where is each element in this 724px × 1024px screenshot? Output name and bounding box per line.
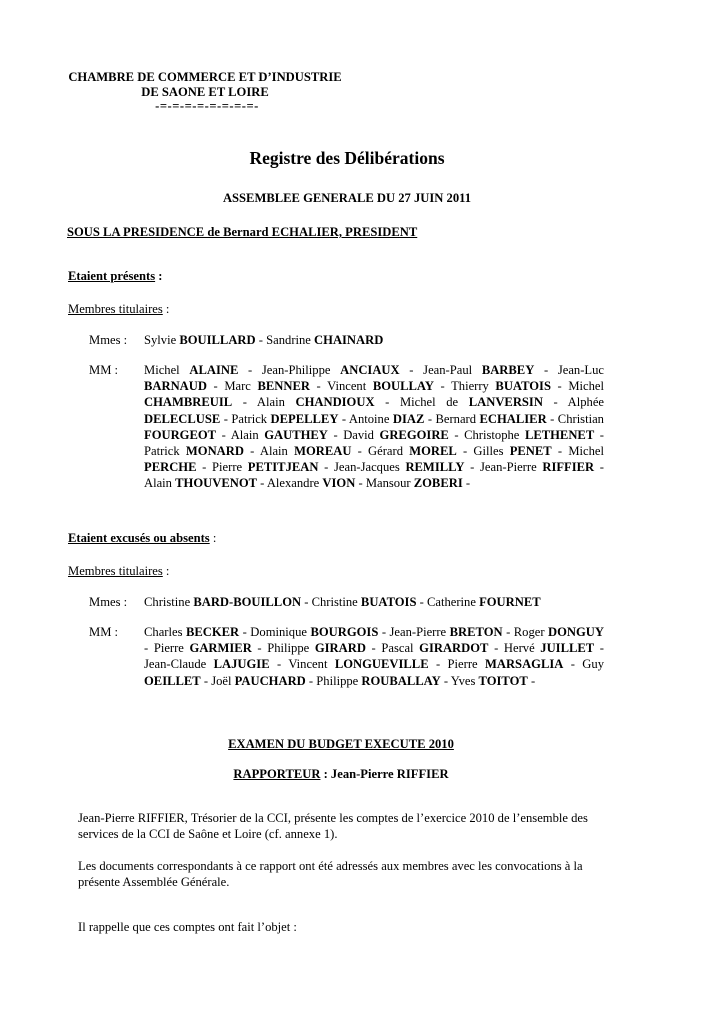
person-entry: Pascal GIRARDOT: [381, 641, 489, 656]
person-entry: Vincent LONGUEVILLE: [288, 657, 429, 672]
person-entry: David GREGOIRE: [343, 427, 449, 442]
person-entry: Alain MOREAU: [259, 444, 352, 459]
person-entry: Sandrine CHAINARD: [266, 333, 384, 347]
person-entry: Jean-Pierre RIFFIER: [480, 460, 595, 475]
person-entry: Jean-Luc BARNAUD: [144, 363, 604, 394]
person-entry: Michel PERCHE: [144, 444, 604, 475]
person-entry: Gérard MOREL: [368, 444, 457, 459]
present-mm-label: MM :: [89, 363, 119, 377]
budget-paragraph-3: Il rappelle que ces comptes ont fait l’objet :: [78, 920, 297, 934]
person-entry: Alphée DELECLUSE: [144, 395, 605, 426]
person-entry: Pierre GARMIER: [153, 641, 252, 656]
person-entry: Michel de LANVERSIN: [399, 395, 543, 410]
excused-mmes-list: Christine BARD-BOUILLON - Christine BUATOIS - Catherine FOURNET: [144, 595, 541, 609]
present-mmes-list: Sylvie BOUILLARD - Sandrine CHAINARD: [144, 333, 384, 347]
person-entry: Jean-Claude LAJUGIE: [144, 657, 270, 672]
page-title: Registre des Délibérations: [249, 148, 445, 168]
assembly-heading: ASSEMBLEE GENERALE DU 27 JUIN 2011: [222, 191, 472, 205]
budget-paragraph-1: Jean-Pierre RIFFIER, Trésorier de la CCI, présente les comptes de l’exercice 2010 de l’ensemble des services de la CCI de Saône et Loire (cf. annexe 1).: [78, 811, 588, 841]
person-entry: Philippe GIRARD: [267, 641, 366, 656]
budget-heading: EXAMEN DU BUDGET EXECUTE 2010: [228, 737, 454, 751]
person-entry: Mansour ZOBERI: [365, 476, 463, 491]
person-entry: Alain GAUTHEY: [230, 427, 328, 442]
person-entry: Patrick MONARD: [144, 444, 244, 459]
person-entry: Philippe ROUBALLAY: [316, 673, 441, 688]
person-entry: Thierry BUATOIS: [451, 379, 551, 394]
person-entry: Jean-Pierre BRETON: [389, 625, 503, 639]
rapporteur-line: RAPPORTEUR : Jean-Pierre RIFFIER: [233, 767, 449, 781]
person-entry: Pierre MARSAGLIA: [447, 657, 564, 672]
present-mm-list: Michel ALAINE - Jean-Philippe ANCIAUX - Jean-Paul BARBEY - Jean-Luc BARNAUD - Marc BENNER - Vincent BOULLAY - Thierry BUATOIS - Michel CHAMBREUIL - Alain CHANDIOUX - Michel de LANVERSIN - Alphée DELECLUSE - Patrick DEPELLEY - Antoine DIAZ - Bernard ECHALIER - Christian FOURGEOT - Alain GAUTHEY - David GREGOIRE - Christophe LETHENET - Patrick MONARD - Alain MOREAU - Gérard MOREL - Gilles PENET - Michel PERCHE - Pierre PETITJEAN - Jean-Jacques REMILLY - Jean-Pierre RIFFIER - Alain THOUVENOT - Alexandre VION - Mansour ZOBERI -: [144, 363, 605, 491]
excused-members-label: Membres titulaires :: [68, 564, 170, 578]
person-entry: Christophe LETHENET: [464, 427, 595, 442]
person-entry: Jean-Paul BARBEY: [423, 363, 535, 377]
person-entry: Pierre PETITJEAN: [212, 460, 319, 475]
excused-mm-list: Charles BECKER - Dominique BOURGOIS - Jean-Pierre BRETON - Roger DONGUY - Pierre GARMIER - Philippe GIRARD - Pascal GIRARDOT - Hervé JUILLET - Jean-Claude LAJUGIE - Vincent LONGUEVILLE - Pierre MARSAGLIA - Guy OEILLET - Joël PAUCHARD - Philippe ROUBALLAY - Yves TOITOT -: [144, 625, 605, 688]
person-entry: Charles BECKER: [144, 625, 240, 639]
chamber-region: DE SAONE ET LOIRE: [141, 85, 269, 99]
person-entry: Yves TOITOT: [450, 673, 528, 688]
person-entry: Alexandre VION: [266, 476, 356, 491]
person-entry: Michel CHAMBREUIL: [144, 379, 604, 410]
person-entry: Guy OEILLET: [144, 657, 604, 688]
present-heading: Etaient présents :: [68, 269, 163, 283]
person-entry: Christine BARD-BOUILLON: [144, 595, 302, 609]
excused-heading: Etaient excusés ou absents :: [68, 531, 217, 545]
person-entry: Alain THOUVENOT: [144, 476, 258, 491]
person-entry: Gilles PENET: [473, 444, 552, 459]
person-entry: Michel ALAINE: [144, 363, 239, 377]
person-entry: Sylvie BOUILLARD: [144, 333, 256, 347]
person-entry: Roger DONGUY: [513, 625, 604, 639]
present-members-label: Membres titulaires :: [68, 302, 170, 316]
person-entry: Hervé JUILLET: [503, 641, 595, 656]
presidency-line: SOUS LA PRESIDENCE de Bernard ECHALIER, PRESIDENT: [67, 225, 418, 239]
person-entry: Catherine FOURNET: [426, 595, 541, 609]
person-entry: Jean-Jacques REMILLY: [334, 460, 465, 475]
person-entry: Bernard ECHALIER: [435, 411, 547, 426]
budget-paragraph-2: Les documents correspondants à ce rapport ont été adressés aux membres avec les convocations à la présente Assemblée Générale.: [78, 859, 583, 889]
person-entry: Dominique BOURGOIS: [250, 625, 379, 639]
excused-mmes-label: Mmes :: [89, 595, 128, 609]
chamber-name: CHAMBRE DE COMMERCE ET D’INDUSTRIE: [68, 70, 342, 84]
person-entry: Christian FOURGEOT: [144, 411, 604, 442]
person-entry: Jean-Philippe ANCIAUX: [261, 363, 400, 377]
person-entry: Joël PAUCHARD: [211, 673, 306, 688]
excused-mm-label: MM :: [89, 625, 119, 639]
person-entry: Alain CHANDIOUX: [256, 395, 375, 410]
person-entry: Patrick DEPELLEY: [231, 411, 339, 426]
present-mmes-label: Mmes :: [89, 333, 128, 347]
person-entry: Marc BENNER: [224, 379, 310, 394]
header-ornament: -=-=-=-=-=-=-=-=-: [155, 99, 259, 113]
person-entry: Christine BUATOIS: [311, 595, 417, 609]
person-entry: Vincent BOULLAY: [327, 379, 434, 394]
person-entry: Antoine DIAZ: [348, 411, 425, 426]
